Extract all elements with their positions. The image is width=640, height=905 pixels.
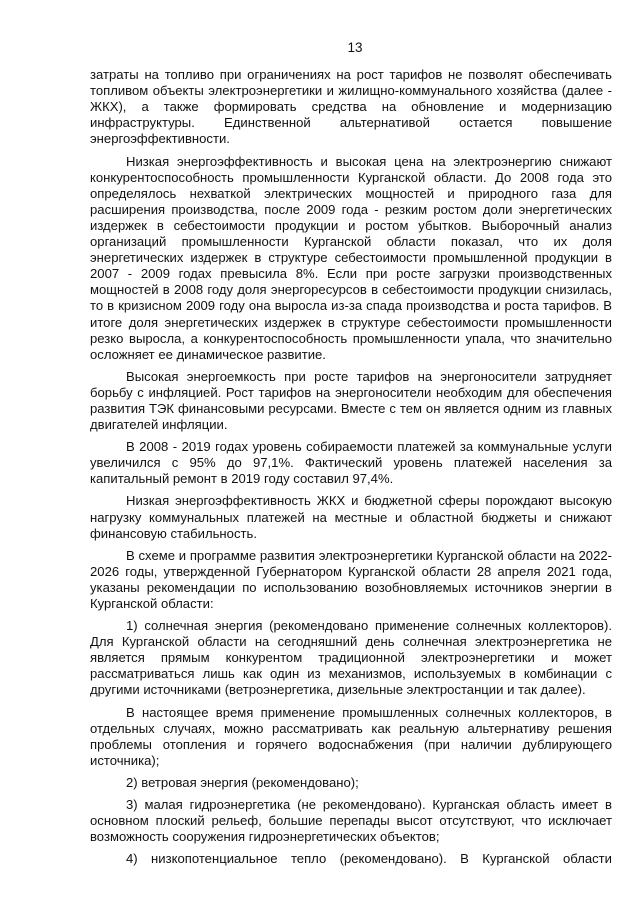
list-item-wind: 2) ветровая энергия (рекомендовано); — [126, 774, 359, 790]
paragraph-housing-budget: Низкая энергоэффективность ЖКХ и бюджетной сферы порождают высокую нагрузку коммунальных платежей на местные и областной бюджеты и снижают финансовую стабильность. — [90, 493, 612, 541]
paragraph-payments: В 2008 - 2019 годах уровень собираемости платежей за коммунальные услуги увеличился с 95% до 97,1%. Фактический уровень платежей населения за капитальный ремонт в 2019 году составил 97,4%. — [90, 439, 612, 487]
paragraph-fuel-costs: затраты на топливо при ограничениях на рост тарифов не позволят обеспечивать топливом объекты электроэнергетики и жилищно-коммунального хозяйства (далее - ЖКХ), а также формировать средства на обновление и модернизацию инфраструктуры. Единственной альтернативой остается повышение энергоэффективности. — [90, 67, 612, 147]
paragraph-low-efficiency: Низкая энергоэффективность и высокая цена на электроэнергию снижают конкурентоспособность промышленности Курганской области. До 2008 года это определялось нехваткой электрических мощностей и природного газа для расширения производства, после 2009 года - резким ростом доли энергетических издержек в себестоимости продукции и ростом убытков. Выборочный анализ организаций промышленности Курганской области показал, что их доля энергетических издержек в структуре себестоимости промышленной продукции в 2007 - 2009 годах превысила 8%. Если при росте загрузки производственных мощностей в 2008 году доля энергоресурсов в себестоимости продукции снизилась, то в кризисном 2009 году она выросла из-за спада производства и роста тарифов. В итоге доля энергетических издержек в структуре себестоимости промышленности резко выросла, а конкурентоспособность промышленности упала, что значительно осложняет ее динамическое развитие. — [90, 153, 612, 362]
paragraph-development-scheme: В схеме и программе развития электроэнергетики Курганской области на 2022-2026 годы, утвержденной Губернатором Курганской области 28 апреля 2021 года, указаны рекомендации по использованию возобновляемых источников энергии в Курганской области: — [90, 547, 612, 611]
list-item-solar: 1) солнечная энергия (рекомендовано применение солнечных коллекторов). Для Курганской области на сегодняшний день солнечная электроэнергетика не является прямым конкурентом традиционной электроэнергетики и может рассматриваться лишь как один из механизмов, используемых в комбинации с другими источниками (ветроэнергетика, дизельные электростанции и так далее). — [90, 618, 612, 698]
page-number: 13 — [347, 40, 363, 55]
list-item-hydro: 3) малая гидроэнергетика (не рекомендовано). Курганская область имеет в основном плоский рельеф, большие перепады высот отсутствуют, что исключает возможность сооружения гидроэнергетических объектов; — [90, 797, 612, 845]
paragraph-inflation: Высокая энергоемкость при росте тарифов на энергоносители затрудняет борьбу с инфляцией. Рост тарифов на энергоносители необходим для обеспечения развития ТЭК финансовыми ресурсами. Вместе с тем он является одним из главных двигателей инфляции. — [90, 368, 612, 433]
paragraph-solar-collectors: В настоящее время применение промышленных солнечных коллекторов, в отдельных случаях, можно рассматривать как реальную альтернативу решения проблемы отопления и горячего водоснабжения (при наличии дублирующего источника); — [90, 704, 612, 768]
document-page — [90, 40, 612, 873]
list-item-low-potential-heat: 4) низкопотенциальное тепло (рекомендовано). В Курганской области — [126, 851, 612, 867]
